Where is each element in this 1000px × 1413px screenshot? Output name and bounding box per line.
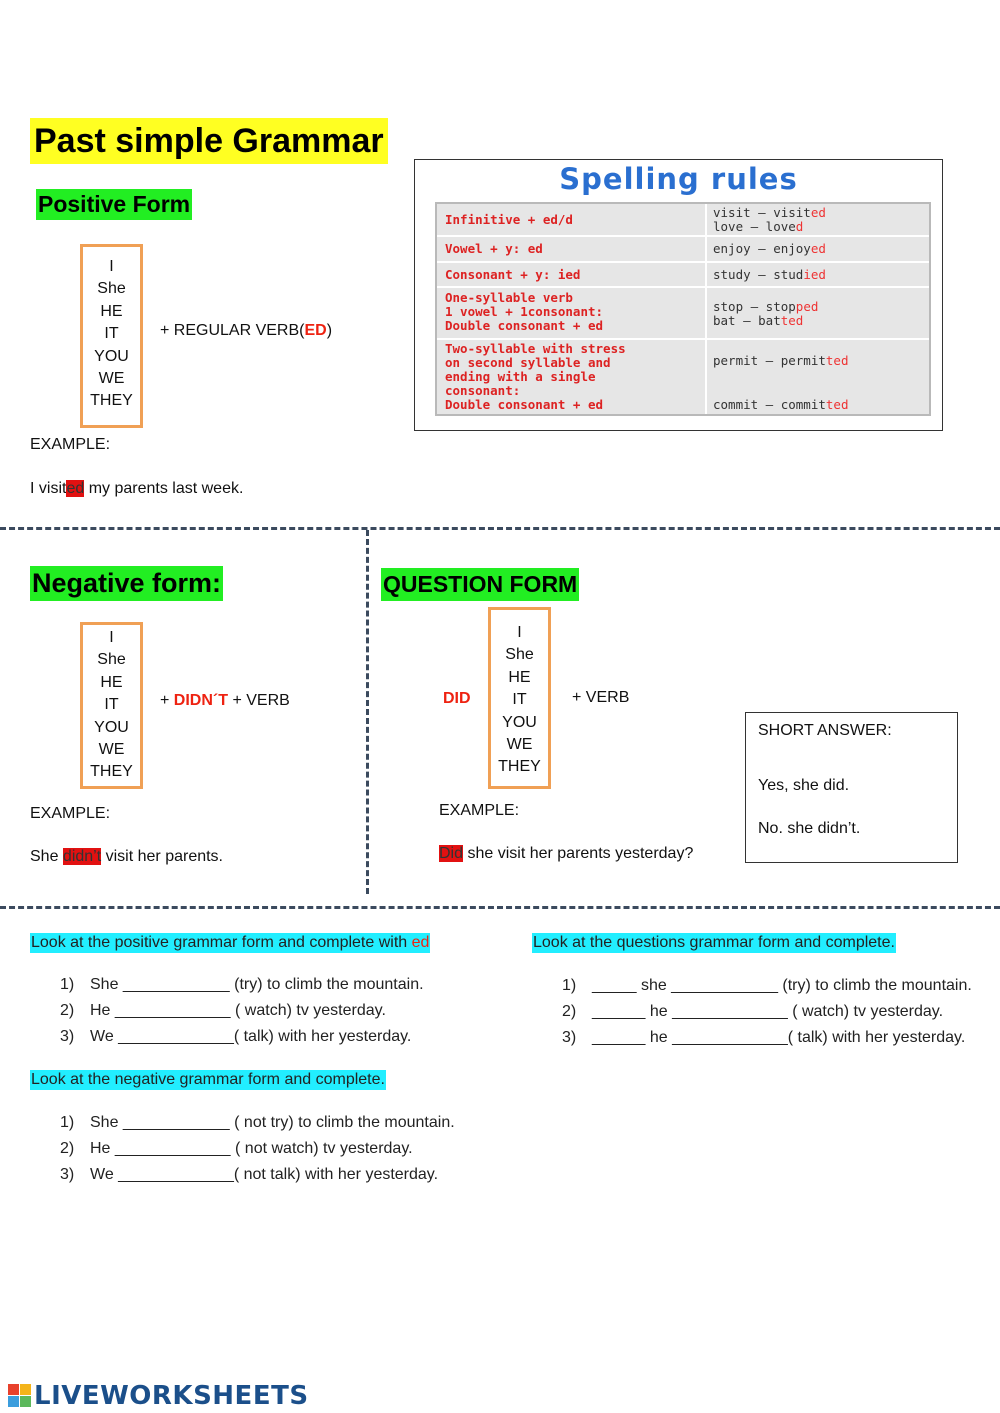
pronoun: THEY — [498, 758, 541, 776]
exercise-questions-list — [562, 973, 972, 1051]
exercise-questions-instruction: Look at the questions grammar form and complete. — [533, 934, 895, 951]
spelling-row: Consonant + y: ied study – studied — [437, 263, 929, 288]
fill-in-sentence[interactable]: We _____________( talk) with her yesterday. — [90, 1028, 412, 1045]
pronoun: She — [97, 280, 126, 298]
short-answer-label: SHORT ANSWER: — [758, 722, 892, 739]
negative-example: She didn’t visit her parents. — [30, 848, 223, 865]
did-auxiliary: DID — [443, 690, 471, 707]
spelling-rules-title: Spelling rules — [559, 162, 798, 196]
pronoun: She — [505, 646, 534, 664]
exercise-negative-list — [60, 1110, 500, 1188]
pronoun: THEY — [90, 763, 133, 781]
pronoun: I — [109, 258, 114, 275]
negative-example-label: EXAMPLE: — [30, 805, 111, 822]
list-item: 3) We _____________( talk) with her yesterday. — [60, 1024, 500, 1050]
ed-suffix: ED — [304, 322, 327, 339]
positive-formula: + REGULAR VERB(ED) — [160, 322, 333, 339]
spelling-rules-image — [414, 159, 943, 431]
pronoun: IT — [512, 691, 527, 709]
fill-in-sentence[interactable]: He _____________ ( not watch) tv yesterday. — [90, 1140, 413, 1157]
pronoun: YOU — [94, 347, 129, 365]
pronoun: YOU — [94, 718, 129, 736]
pronoun: I — [109, 629, 114, 646]
pronoun: HE — [508, 668, 531, 686]
pronoun: IT — [104, 325, 119, 343]
short-answer-no: No. she didn’t. — [758, 820, 861, 837]
positive-form-heading: Positive Form — [36, 189, 192, 220]
column-divider — [366, 530, 369, 894]
logo-blocks-icon — [8, 1384, 32, 1408]
short-answer-yes: Yes, she did. — [758, 777, 850, 794]
question-pronoun-box — [488, 607, 551, 789]
pronoun: WE — [98, 741, 125, 759]
highlight: didn’t — [62, 848, 102, 865]
negative-form-heading: Negative form: — [30, 566, 223, 601]
pronoun: WE — [506, 736, 533, 754]
liveworksheets-logo[interactable] — [8, 1381, 309, 1411]
pronoun: IT — [104, 696, 119, 714]
positive-pronoun-box — [80, 244, 143, 428]
pronoun: She — [97, 651, 126, 669]
fill-in-sentence[interactable]: She ____________ (try) to climb the mountain. — [90, 976, 424, 993]
question-form-heading: QUESTION FORM — [381, 568, 579, 601]
section-divider — [0, 527, 1000, 530]
list-item: 1) _____ she ____________ (try) to climb the mountain. — [562, 973, 972, 999]
exercise-negative-instruction: Look at the negative grammar form and complete. — [31, 1071, 385, 1088]
list-item: 1) She ____________ (try) to climb the mountain. — [60, 972, 500, 998]
list-item: 1) She ____________ ( not try) to climb the mountain. — [60, 1110, 500, 1136]
question-example: Did she visit her parents yesterday? — [439, 845, 694, 862]
section-divider — [0, 906, 1000, 909]
spelling-row: Infinitive + ed/d visit – visited love – loved — [437, 204, 929, 237]
logo-text: LIVEWORKSHEETS — [34, 1381, 309, 1411]
fill-in-sentence[interactable]: He _____________ ( watch) tv yesterday. — [90, 1002, 386, 1019]
exercise-positive-instruction: Look at the positive grammar form and complete with ed — [31, 934, 430, 951]
list-item: 2) ______ he _____________ ( watch) tv yesterday. — [562, 999, 972, 1025]
pronoun: HE — [100, 673, 123, 691]
question-formula: + VERB — [572, 689, 630, 706]
list-item: 3) ______ he _____________( talk) with her yesterday. — [562, 1025, 972, 1051]
positive-example: I visited my parents last week. — [30, 480, 244, 497]
fill-in-sentence[interactable]: ______ he _____________ ( watch) tv yesterday. — [592, 1003, 944, 1020]
spelling-row: Two-syllable with stress on second syllable and ending with a single consonant: Double consonant + ed permit – permitted commit – committed — [445, 341, 849, 412]
pronoun: I — [517, 624, 522, 641]
pronoun: HE — [100, 302, 123, 320]
question-example-label: EXAMPLE: — [439, 802, 520, 819]
list-item: 2) He _____________ ( not watch) tv yesterday. — [60, 1136, 500, 1162]
fill-in-sentence[interactable]: ______ he _____________( talk) with her yesterday. — [592, 1029, 966, 1046]
page-title: Past simple Grammar — [30, 118, 388, 164]
fill-in-sentence[interactable]: _____ she ____________ (try) to climb the mountain. — [592, 977, 972, 994]
positive-example-label: EXAMPLE: — [30, 436, 111, 453]
spelling-row: Vowel + y: ed enjoy – enjoyed — [437, 237, 929, 263]
list-item: 2) He _____________ ( watch) tv yesterday. — [60, 998, 500, 1024]
spelling-row: One-syllable verb 1 vowel + 1consonant: Double consonant + ed stop – stopped bat – batted — [437, 288, 929, 340]
fill-in-sentence[interactable]: She ____________ ( not try) to climb the mountain. — [90, 1114, 455, 1131]
pronoun: YOU — [502, 713, 537, 731]
negative-formula: + DIDN´T + VERB — [160, 692, 290, 709]
highlight: Did — [439, 845, 464, 862]
didnt-auxiliary: DIDN´T — [173, 692, 229, 709]
pronoun: THEY — [90, 392, 133, 410]
spelling-rules-table — [435, 202, 931, 416]
fill-in-sentence[interactable]: We _____________( not talk) with her yesterday. — [90, 1166, 439, 1183]
negative-pronoun-box — [80, 622, 143, 789]
pronoun: WE — [98, 370, 125, 388]
short-answer-box — [745, 712, 958, 863]
highlight: ed — [66, 480, 85, 497]
list-item: 3) We _____________( not talk) with her yesterday. — [60, 1162, 500, 1188]
exercise-positive-list — [60, 972, 500, 1050]
